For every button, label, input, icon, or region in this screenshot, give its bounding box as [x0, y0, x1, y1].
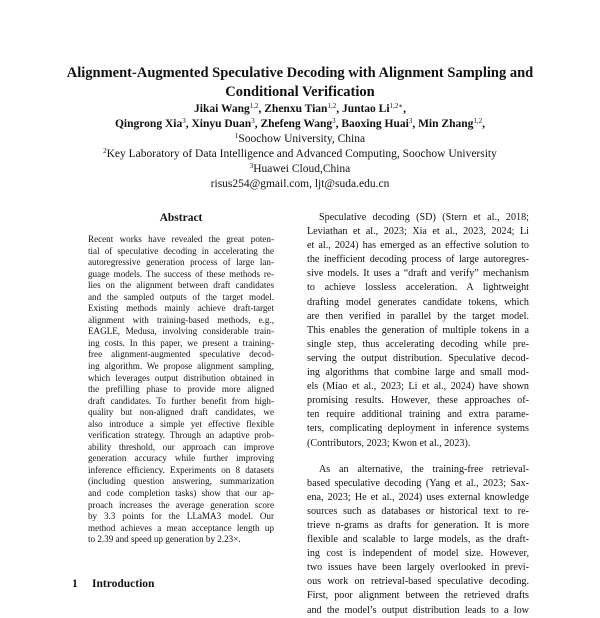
text-line: based speculative decoding (Yang et al., 2023; Sax- [307, 477, 529, 489]
author-separator: , [185, 118, 192, 130]
text-line: ability threshold, our approach can improve [88, 441, 274, 452]
author-name: Xinyu Duan [191, 118, 252, 130]
author-separator: , [254, 118, 261, 130]
author-name: Qingrong Xia [114, 118, 183, 130]
author-name: Juntao Li [341, 103, 390, 115]
author-separator: , [403, 103, 406, 115]
text-line: ters, complicating deployment in inference systems [307, 423, 529, 435]
author-affil-mark: 3 [408, 117, 413, 125]
section-heading [72, 578, 154, 590]
section-title: Introduction [92, 578, 155, 590]
author-name: Zhefeng Wang [260, 118, 333, 130]
text-line: method achieves a mean acceptance length up [88, 522, 274, 533]
author-separator: , [336, 103, 342, 115]
text-line: ena, 2023; He et al., 2024) uses external knowledge [307, 491, 529, 503]
author-affil-mark: 1,2∗ [389, 102, 404, 110]
text-line: to achieve lossless acceleration. A lightweight [307, 282, 529, 294]
text-line: and the sampled outputs of the target model. [88, 291, 274, 302]
text-line: Existing methods mainly achieve draft-target [88, 303, 274, 314]
abstract-body [88, 234, 274, 546]
author-separator: , [258, 103, 265, 115]
text-line: autoregressive generation process of large lan- [88, 257, 274, 268]
affiliation [40, 132, 560, 147]
text-line: alignment with training-based methods, e.g., [88, 314, 274, 325]
text-line: promising results. However, these approaches of- [307, 395, 529, 407]
text-line: and code completion tasks) show that our ap- [88, 488, 274, 499]
text-line: (Contributors, 2023; Kwon et al., 2023). [307, 437, 471, 449]
text-line: which leverages output distribution obtained in [88, 372, 274, 383]
text-line: ing cost is independent of model size. However, [307, 548, 529, 560]
author-line [40, 102, 560, 117]
text-line: by 3.3 points for the LLaMA3 model. Our [88, 511, 274, 522]
section-number: 1 [72, 578, 78, 590]
text-line: proach increases the average generation score [88, 499, 274, 510]
intro-paragraph [307, 463, 529, 618]
author-separator: , [482, 118, 485, 130]
text-line: drafting model generates candidate tokens, which [307, 296, 529, 308]
text-line: trieve n-grams as drafts for generation. It is more [307, 519, 529, 531]
text-line: guage models. The success of these methods re- [88, 268, 274, 279]
author-affil-mark: 3 [182, 117, 186, 125]
intro-paragraph [307, 211, 529, 451]
text-line: lies on the alignment between draft candidates [88, 280, 274, 291]
text-line: els (Miao et al., 2023; Li et al., 2024) have shown [307, 381, 529, 393]
text-line: flexible and scalable to large models, as the draft- [307, 534, 529, 546]
text-line: are then verified in parallel by the target model. [307, 310, 529, 322]
text-line: tial of speculative decoding in accelerating the [88, 245, 274, 256]
text-line: the prefilling phase to provide more aligned [88, 384, 274, 395]
contact-emails: risus254@gmail.com, ljt@suda.edu.cn [210, 178, 390, 190]
author-affil-mark: 3 [251, 117, 255, 125]
author-affil-mark: 1,2 [473, 117, 483, 125]
paper-title [40, 64, 560, 102]
author-affil-mark: 1,2 [249, 102, 259, 110]
text-line: Leviathan et al., 2023; Xia et al., 2023, 2024; Li [307, 226, 529, 238]
author-name: Min Zhang [418, 118, 474, 130]
text-line: generation accuracy while further improving [88, 453, 274, 464]
text-line: and the model’s output distribution leads to a low [307, 604, 529, 616]
text-line: ten require additional training and extra parame- [307, 409, 529, 421]
text-line: Speculative decoding (SD) (Stern et al., 2018; [319, 212, 529, 223]
text-line: sources such as databases or historical text to re- [307, 505, 529, 517]
text-line: et al., 2024) has emerged as an effective solution to [307, 240, 529, 252]
text-line: sive models. It uses a “draft and verify” mechanism [307, 268, 529, 280]
text-line: quality but non-aligned draft candidates, we [88, 407, 274, 418]
affiliation [40, 147, 560, 162]
affiliation [40, 162, 560, 177]
text-line: verification strategy. Through an adaptive prob- [88, 430, 274, 441]
text-line: ing algorithm. We propose alignment sampling, [88, 361, 274, 372]
author-separator: , [412, 118, 419, 130]
text-line: (including question answering, summarization [88, 476, 274, 487]
affiliation-mark: 3 [249, 162, 254, 170]
author-name: Zhenxu Tian [264, 103, 328, 115]
affiliation-mark: 1 [234, 132, 239, 140]
text-line: EAGLE, Medusa, involving considerable train- [88, 326, 274, 337]
title-line: Alignment-Augmented Speculative Decoding with Alignment Sampling and [66, 65, 534, 81]
affiliation-text: Key Laboratory of Data Intelligence and Advanced Computing, Soochow University [106, 148, 497, 160]
text-line: the inefficient decoding process of large autoregres- [307, 254, 529, 266]
text-line: As an alternative, the training-free retrieval- [319, 463, 529, 475]
author-affil-mark: 1,2 [327, 102, 337, 110]
paragraph-gap [307, 451, 529, 463]
text-line: draft candidates. To further benefit from high- [88, 395, 274, 406]
author-name: Baoxing Huai [341, 118, 409, 130]
text-line: two issues have been largely overlooked in previ- [307, 562, 529, 574]
author-line [40, 117, 560, 132]
abstract-heading: Abstract [159, 212, 203, 224]
text-line: This enables the generation of multiple tokens in a [307, 324, 529, 336]
text-line: ing algorithms that combine large and small mod- [307, 367, 529, 379]
text-line: First, poor alignment between the retrieved drafts [307, 590, 529, 602]
title-line: Conditional Verification [225, 84, 375, 100]
intro-column [307, 211, 529, 618]
text-line: inference efficiency. Experiments on 8 datasets [88, 464, 274, 475]
author-block [40, 102, 560, 192]
text-line: Recent works have revealed the great poten- [88, 234, 274, 244]
text-line: free alignment-augmented speculative decod- [88, 349, 274, 360]
author-name: Jikai Wang [194, 103, 250, 115]
affiliation-mark: 2 [103, 147, 107, 155]
text-line: to 2.39 and speed up generation by 2.23×. [88, 534, 241, 545]
author-affil-mark: 3 [332, 117, 336, 125]
text-line: serving the output distribution. Speculative decod- [307, 352, 529, 364]
text-line: ing costs. In this paper, we present a training- [88, 337, 274, 348]
affiliation-text: Huawei Cloud,China [253, 163, 351, 175]
affiliation-text: Soochow University, China [238, 133, 366, 145]
text-line: ous work on retrieval-based speculative decoding. [307, 576, 529, 588]
author-separator: , [335, 118, 342, 130]
text-line: also introduce a simple yet effective flexible [88, 418, 274, 429]
text-line: single step, thus accelerating decoding while pre- [307, 338, 529, 350]
